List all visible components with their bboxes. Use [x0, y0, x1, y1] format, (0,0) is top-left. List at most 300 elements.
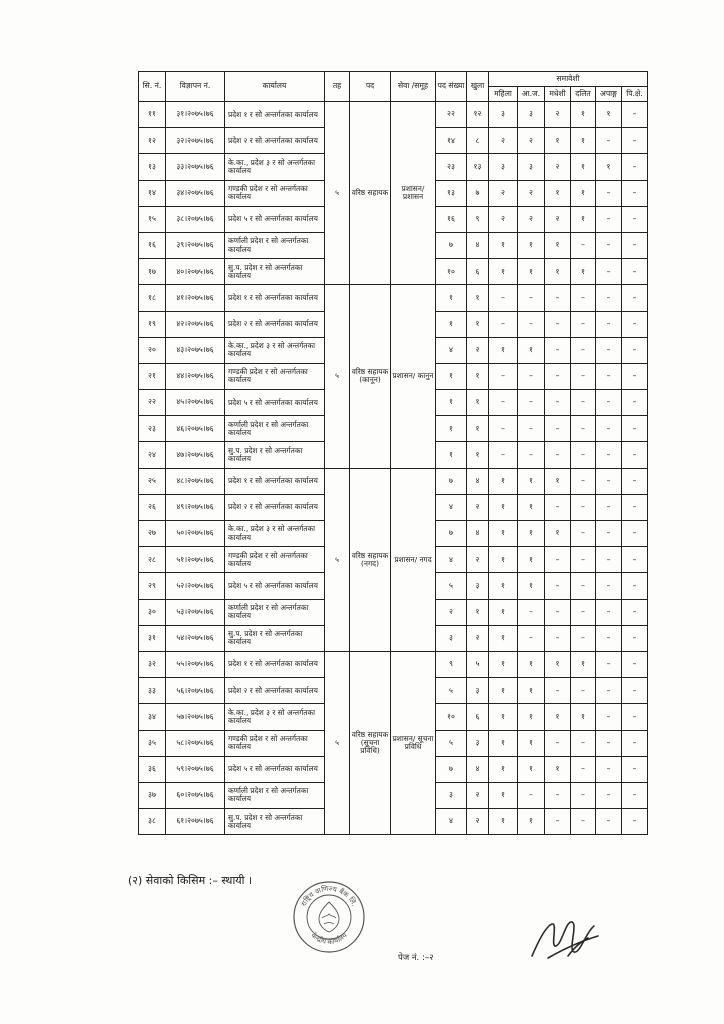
cell-open: १ — [467, 390, 489, 416]
cell-open: १ — [467, 442, 489, 468]
cell-post-count: ९ — [436, 651, 467, 677]
cell-madhesi: – — [545, 442, 571, 468]
cell-adibasi: – — [518, 311, 545, 337]
cell-women: – — [489, 416, 518, 442]
cell-women: १ — [489, 809, 518, 835]
cell-women: १ — [489, 704, 518, 730]
cell-disabled: – — [596, 651, 622, 677]
cell-advert-no: ४३।२०७५।७६ — [166, 337, 225, 363]
cell-adibasi: – — [518, 442, 545, 468]
cell-madhesi: – — [545, 285, 571, 311]
cell-disabled: – — [596, 206, 622, 232]
cell-serial: १३ — [139, 154, 166, 180]
table-row — [139, 468, 648, 494]
cell-post-count: ५ — [436, 730, 467, 756]
cell-adibasi: – — [518, 285, 545, 311]
cell-office: प्रदेश २ र सो अन्तर्गतका कार्यालय — [225, 678, 325, 704]
cell-dalit: – — [571, 337, 596, 363]
cell-dalit: – — [571, 730, 596, 756]
cell-office: के.का., प्रदेश ३ र सो अन्तर्गतका कार्यालय — [225, 521, 325, 547]
cell-dalit: – — [571, 625, 596, 651]
cell-serial: ३१ — [139, 625, 166, 651]
cell-office: प्रदेश २ र सो अन्तर्गतका कार्यालय — [225, 311, 325, 337]
cell-dalit: १ — [571, 128, 596, 154]
cell-serial: ३२ — [139, 651, 166, 677]
cell-serial: १७ — [139, 259, 166, 285]
col-backward-region: पि.क्षे. — [622, 87, 648, 102]
cell-open: ६ — [467, 704, 489, 730]
cell-open: १ — [467, 285, 489, 311]
cell-advert-no: ५६।२०७५।७६ — [166, 678, 225, 704]
cell-open: ७ — [467, 180, 489, 206]
cell-women: १ — [489, 337, 518, 363]
cell-backward-region: – — [622, 128, 648, 154]
col-madhesi: मधेशी — [545, 87, 571, 102]
col-office: कार्यालय — [225, 72, 325, 102]
cell-dalit: – — [571, 678, 596, 704]
cell-dalit: – — [571, 521, 596, 547]
cell-dalit: – — [571, 285, 596, 311]
table-body — [139, 102, 648, 835]
cell-serial: २६ — [139, 494, 166, 520]
cell-women: ३ — [489, 102, 518, 128]
cell-serial: १५ — [139, 206, 166, 232]
cell-office: प्रदेश १ र सो अन्तर्गतका कार्यालय — [225, 102, 325, 128]
cell-office: प्रदेश ५ र सो अन्तर्गतका कार्यालय — [225, 573, 325, 599]
cell-post-count: ७ — [436, 756, 467, 782]
cell-backward-region: – — [622, 468, 648, 494]
cell-dalit: १ — [571, 102, 596, 128]
cell-open: ३ — [467, 730, 489, 756]
cell-adibasi: – — [518, 782, 545, 808]
cell-office: सु.प. प्रदेश र सो अन्तर्गतका कार्यालय — [225, 259, 325, 285]
cell-dalit: १ — [571, 704, 596, 730]
col-adibasi: आ.ज. — [518, 87, 545, 102]
cell-post-count: ३ — [436, 625, 467, 651]
cell-office: प्रदेश १ र सो अन्तर्गतका कार्यालय — [225, 285, 325, 311]
cell-disabled: – — [596, 180, 622, 206]
cell-serial: १४ — [139, 180, 166, 206]
cell-adibasi: १ — [518, 678, 545, 704]
cell-advert-no: ५५।२०७५।७६ — [166, 651, 225, 677]
cell-madhesi: १ — [545, 232, 571, 258]
cell-office: प्रदेश ५ र सो अन्तर्गतका कार्यालय — [225, 390, 325, 416]
cell-office: के.का., प्रदेश ३ र सो अन्तर्गतका कार्यालय — [225, 337, 325, 363]
cell-adibasi: १ — [518, 259, 545, 285]
cell-women: १ — [489, 756, 518, 782]
cell-serial: २५ — [139, 468, 166, 494]
cell-madhesi: – — [545, 599, 571, 625]
cell-open: १२ — [467, 102, 489, 128]
cell-serial: ३७ — [139, 782, 166, 808]
cell-post-count: २२ — [436, 102, 467, 128]
cell-backward-region: – — [622, 180, 648, 206]
cell-adibasi: – — [518, 390, 545, 416]
cell-advert-no: ४९।२०७५।७६ — [166, 494, 225, 520]
cell-post-count: १० — [436, 259, 467, 285]
cell-disabled: – — [596, 547, 622, 573]
cell-madhesi: १ — [545, 468, 571, 494]
cell-disabled: – — [596, 128, 622, 154]
cell-women: ३ — [489, 154, 518, 180]
cell-post-count: १ — [436, 285, 467, 311]
col-inclusive: समावेशी — [489, 72, 648, 87]
cell-open: १ — [467, 311, 489, 337]
cell-adibasi: २ — [518, 128, 545, 154]
cell-open: ३ — [467, 573, 489, 599]
cell-serial: २९ — [139, 573, 166, 599]
col-post: पद — [350, 72, 391, 102]
cell-disabled: – — [596, 599, 622, 625]
cell-advert-no: ५१।२०७५।७६ — [166, 547, 225, 573]
cell-dalit: – — [571, 363, 596, 389]
cell-disabled: – — [596, 809, 622, 835]
cell-office: के.का., प्रदेश ३ र सो अन्तर्गतका कार्यालय — [225, 154, 325, 180]
cell-advert-no: ४७।२०७५।७६ — [166, 442, 225, 468]
cell-disabled: – — [596, 494, 622, 520]
cell-serial: २४ — [139, 442, 166, 468]
grp-level: ५ — [325, 102, 350, 285]
cell-office: कर्णाली प्रदेश र सो अन्तर्गतका कार्यालय — [225, 416, 325, 442]
cell-adibasi: १ — [518, 337, 545, 363]
cell-dalit: – — [571, 232, 596, 258]
grp-level: ५ — [325, 468, 350, 651]
col-women: महिला — [489, 87, 518, 102]
cell-serial: २७ — [139, 521, 166, 547]
cell-post-count: ४ — [436, 547, 467, 573]
page-number: पेज नं. :–२ — [398, 953, 434, 963]
cell-office: कर्णाली प्रदेश र सो अन्तर्गतका कार्यालय — [225, 599, 325, 625]
cell-backward-region: – — [622, 311, 648, 337]
col-post-count: पद संख्या — [436, 72, 467, 102]
cell-backward-region: – — [622, 442, 648, 468]
cell-adibasi: १ — [518, 232, 545, 258]
col-service: सेवा /समूह — [391, 72, 436, 102]
cell-dalit: – — [571, 311, 596, 337]
cell-open: ४ — [467, 232, 489, 258]
cell-office: गण्डकी प्रदेश र सो अन्तर्गतका कार्यालय — [225, 180, 325, 206]
cell-advert-no: ३१।२०७५।७६ — [166, 102, 225, 128]
grp-post: वरिष्ठ सहायक (नगद) — [350, 468, 391, 651]
cell-madhesi: – — [545, 730, 571, 756]
cell-backward-region: – — [622, 547, 648, 573]
cell-disabled: – — [596, 468, 622, 494]
cell-office: सु.प. प्रदेश र सो अन्तर्गतका कार्यालय — [225, 625, 325, 651]
grp-level: ५ — [325, 651, 350, 834]
cell-post-count: ४ — [436, 809, 467, 835]
cell-serial: १९ — [139, 311, 166, 337]
cell-post-count: १ — [436, 442, 467, 468]
cell-backward-region: – — [622, 521, 648, 547]
cell-backward-region: – — [622, 363, 648, 389]
cell-advert-no: ५९।२०७५।७६ — [166, 756, 225, 782]
cell-open: १ — [467, 599, 489, 625]
cell-dalit: – — [571, 494, 596, 520]
cell-backward-region: – — [622, 206, 648, 232]
cell-open: २ — [467, 625, 489, 651]
cell-advert-no: ३८।२०७५।७६ — [166, 206, 225, 232]
cell-adibasi: २ — [518, 180, 545, 206]
cell-disabled: – — [596, 390, 622, 416]
cell-serial: १२ — [139, 128, 166, 154]
svg-text:केन्द्रीय कार्यालय: केन्द्रीय कार्यालय — [309, 931, 349, 947]
cell-madhesi: – — [545, 337, 571, 363]
cell-office: प्रदेश ५ र सो अन्तर्गतका कार्यालय — [225, 756, 325, 782]
cell-madhesi: २ — [545, 102, 571, 128]
cell-post-count: १ — [436, 311, 467, 337]
cell-women: – — [489, 311, 518, 337]
cell-post-count: ७ — [436, 521, 467, 547]
cell-adibasi: २ — [518, 206, 545, 232]
cell-post-count: १३ — [436, 180, 467, 206]
grp-post: वरिष्ठ सहायक — [350, 102, 391, 285]
grp-post: वरिष्ठ सहायक (सूचना प्रविधि) — [350, 651, 391, 834]
cell-madhesi: – — [545, 678, 571, 704]
cell-advert-no: ४६।२०७५।७६ — [166, 416, 225, 442]
cell-open: ४ — [467, 756, 489, 782]
cell-backward-region: – — [622, 678, 648, 704]
cell-madhesi: १ — [545, 651, 571, 677]
cell-madhesi: – — [545, 416, 571, 442]
cell-dalit: – — [571, 468, 596, 494]
cell-adibasi: – — [518, 625, 545, 651]
grp-service: प्रशासन/ सूचना प्रविधि — [391, 651, 436, 834]
cell-advert-no: ४१।२०७५।७६ — [166, 285, 225, 311]
cell-adibasi: १ — [518, 494, 545, 520]
cell-madhesi: – — [545, 573, 571, 599]
cell-disabled: – — [596, 311, 622, 337]
col-dalit: दलित — [571, 87, 596, 102]
cell-post-count: ५ — [436, 678, 467, 704]
cell-adibasi: – — [518, 599, 545, 625]
cell-disabled: – — [596, 232, 622, 258]
cell-disabled: – — [596, 259, 622, 285]
cell-backward-region: – — [622, 285, 648, 311]
cell-women: १ — [489, 547, 518, 573]
cell-women: १ — [489, 232, 518, 258]
cell-disabled: – — [596, 625, 622, 651]
cell-madhesi: २ — [545, 206, 571, 232]
cell-advert-no: ५०।२०७५।७६ — [166, 521, 225, 547]
cell-adibasi: १ — [518, 756, 545, 782]
cell-dalit: १ — [571, 259, 596, 285]
bank-seal-stamp — [292, 880, 366, 954]
cell-madhesi: – — [545, 363, 571, 389]
cell-advert-no: ६१।२०७५।७६ — [166, 809, 225, 835]
table-header — [139, 72, 648, 102]
cell-disabled: – — [596, 756, 622, 782]
cell-post-count: १० — [436, 704, 467, 730]
cell-dalit: – — [571, 442, 596, 468]
cell-dalit: – — [571, 573, 596, 599]
cell-backward-region: – — [622, 809, 648, 835]
cell-advert-no: ४८।२०७५।७६ — [166, 468, 225, 494]
cell-madhesi: – — [545, 782, 571, 808]
cell-disabled: – — [596, 573, 622, 599]
cell-adibasi: ३ — [518, 154, 545, 180]
cell-backward-region: – — [622, 337, 648, 363]
cell-open: ४ — [467, 468, 489, 494]
cell-open: ३ — [467, 678, 489, 704]
cell-office: प्रदेश २ र सो अन्तर्गतका कार्यालय — [225, 494, 325, 520]
cell-open: ६ — [467, 259, 489, 285]
cell-serial: ३५ — [139, 730, 166, 756]
cell-office: सु.प. प्रदेश र सो अन्तर्गतका कार्यालय — [225, 809, 325, 835]
cell-post-count: ५ — [436, 573, 467, 599]
cell-dalit: – — [571, 390, 596, 416]
cell-madhesi: १ — [545, 128, 571, 154]
cell-backward-region: – — [622, 494, 648, 520]
cell-serial: ३८ — [139, 809, 166, 835]
cell-dalit: – — [571, 809, 596, 835]
cell-advert-no: ५७।२०७५।७६ — [166, 704, 225, 730]
grp-post: वरिष्ठ सहायक (कानून) — [350, 285, 391, 468]
cell-backward-region: – — [622, 232, 648, 258]
cell-adibasi: १ — [518, 704, 545, 730]
cell-dalit: – — [571, 756, 596, 782]
cell-disabled: – — [596, 521, 622, 547]
cell-post-count: १ — [436, 363, 467, 389]
table-row — [139, 651, 648, 677]
cell-advert-no: ५३।२०७५।७६ — [166, 599, 225, 625]
cell-women: – — [489, 363, 518, 389]
cell-disabled: – — [596, 363, 622, 389]
vacancy-table — [138, 71, 648, 835]
cell-women: १ — [489, 678, 518, 704]
cell-women: – — [489, 285, 518, 311]
cell-backward-region: – — [622, 102, 648, 128]
cell-advert-no: ५८।२०७५।७६ — [166, 730, 225, 756]
cell-post-count: १ — [436, 416, 467, 442]
cell-backward-region: – — [622, 259, 648, 285]
cell-serial: १६ — [139, 232, 166, 258]
cell-dalit: – — [571, 416, 596, 442]
cell-women: १ — [489, 730, 518, 756]
cell-women: १ — [489, 573, 518, 599]
cell-open: २ — [467, 547, 489, 573]
cell-serial: २० — [139, 337, 166, 363]
service-type-note: (२) सेवाको किसिम :– स्थायी । — [128, 874, 253, 887]
cell-advert-no: ३४।२०७५।७६ — [166, 180, 225, 206]
cell-adibasi: १ — [518, 809, 545, 835]
cell-madhesi: १ — [545, 756, 571, 782]
table-row — [139, 102, 648, 128]
cell-serial: २३ — [139, 416, 166, 442]
cell-advert-no: ५२।२०७५।७६ — [166, 573, 225, 599]
cell-serial: १८ — [139, 285, 166, 311]
cell-office: गण्डकी प्रदेश र सो अन्तर्गतका कार्यालय — [225, 730, 325, 756]
cell-madhesi: – — [545, 311, 571, 337]
cell-open: २ — [467, 809, 489, 835]
cell-disabled: – — [596, 678, 622, 704]
col-advert-no: विज्ञापन नं. — [166, 72, 225, 102]
cell-women: १ — [489, 782, 518, 808]
cell-women: १ — [489, 625, 518, 651]
cell-serial: ३४ — [139, 704, 166, 730]
cell-disabled: – — [596, 337, 622, 363]
cell-adibasi: १ — [518, 573, 545, 599]
cell-madhesi: १ — [545, 259, 571, 285]
cell-advert-no: ५४।२०७५।७६ — [166, 625, 225, 651]
cell-post-count: २ — [436, 599, 467, 625]
cell-dalit: १ — [571, 206, 596, 232]
cell-women: १ — [489, 521, 518, 547]
cell-disabled: – — [596, 730, 622, 756]
cell-advert-no: ४०।२०७५।७६ — [166, 259, 225, 285]
cell-backward-region: – — [622, 625, 648, 651]
cell-women: १ — [489, 651, 518, 677]
cell-open: २ — [467, 337, 489, 363]
cell-disabled: – — [596, 416, 622, 442]
cell-post-count: ४ — [436, 337, 467, 363]
cell-disabled: १ — [596, 102, 622, 128]
col-open: खुला — [467, 72, 489, 102]
cell-adibasi: १ — [518, 547, 545, 573]
cell-post-count: २३ — [436, 154, 467, 180]
cell-backward-region: – — [622, 154, 648, 180]
cell-open: ९ — [467, 206, 489, 232]
cell-backward-region: – — [622, 416, 648, 442]
cell-adibasi: – — [518, 363, 545, 389]
cell-serial: ३३ — [139, 678, 166, 704]
col-disabled: अपाङ्ग — [596, 87, 622, 102]
cell-disabled: – — [596, 285, 622, 311]
cell-women: – — [489, 442, 518, 468]
cell-backward-region: – — [622, 651, 648, 677]
cell-madhesi: २ — [545, 154, 571, 180]
cell-dalit: १ — [571, 180, 596, 206]
cell-dalit: १ — [571, 154, 596, 180]
grp-level: ५ — [325, 285, 350, 468]
cell-disabled: – — [596, 782, 622, 808]
cell-women: १ — [489, 468, 518, 494]
cell-post-count: ७ — [436, 232, 467, 258]
cell-advert-no: ६०।२०७५।७६ — [166, 782, 225, 808]
cell-post-count: १ — [436, 390, 467, 416]
cell-women: १ — [489, 259, 518, 285]
cell-post-count: ३ — [436, 782, 467, 808]
cell-women: २ — [489, 128, 518, 154]
cell-office: प्रदेश १ र सो अन्तर्गतका कार्यालय — [225, 651, 325, 677]
cell-disabled: – — [596, 704, 622, 730]
cell-open: १ — [467, 416, 489, 442]
cell-adibasi: १ — [518, 730, 545, 756]
cell-post-count: ४ — [436, 494, 467, 520]
cell-serial: ३६ — [139, 756, 166, 782]
cell-office: सु.प. प्रदेश र सो अन्तर्गतका कार्यालय — [225, 442, 325, 468]
cell-women: १ — [489, 494, 518, 520]
cell-dalit: १ — [571, 651, 596, 677]
cell-open: ८ — [467, 128, 489, 154]
cell-advert-no: ३३।२०७५।७६ — [166, 154, 225, 180]
cell-madhesi: – — [545, 547, 571, 573]
cell-backward-region: – — [622, 756, 648, 782]
cell-backward-region: – — [622, 730, 648, 756]
cell-open: १ — [467, 363, 489, 389]
cell-adibasi: ३ — [518, 102, 545, 128]
cell-dalit: – — [571, 599, 596, 625]
cell-post-count: १६ — [436, 206, 467, 232]
cell-backward-region: – — [622, 782, 648, 808]
cell-office: गण्डकी प्रदेश र सो अन्तर्गतका कार्यालय — [225, 547, 325, 573]
cell-advert-no: ३२।२०७५।७६ — [166, 128, 225, 154]
cell-disabled: १ — [596, 154, 622, 180]
grp-service: प्रशासन/ नगद — [391, 468, 436, 651]
cell-women: २ — [489, 206, 518, 232]
signature — [528, 912, 600, 964]
cell-women: – — [489, 390, 518, 416]
cell-backward-region: – — [622, 573, 648, 599]
